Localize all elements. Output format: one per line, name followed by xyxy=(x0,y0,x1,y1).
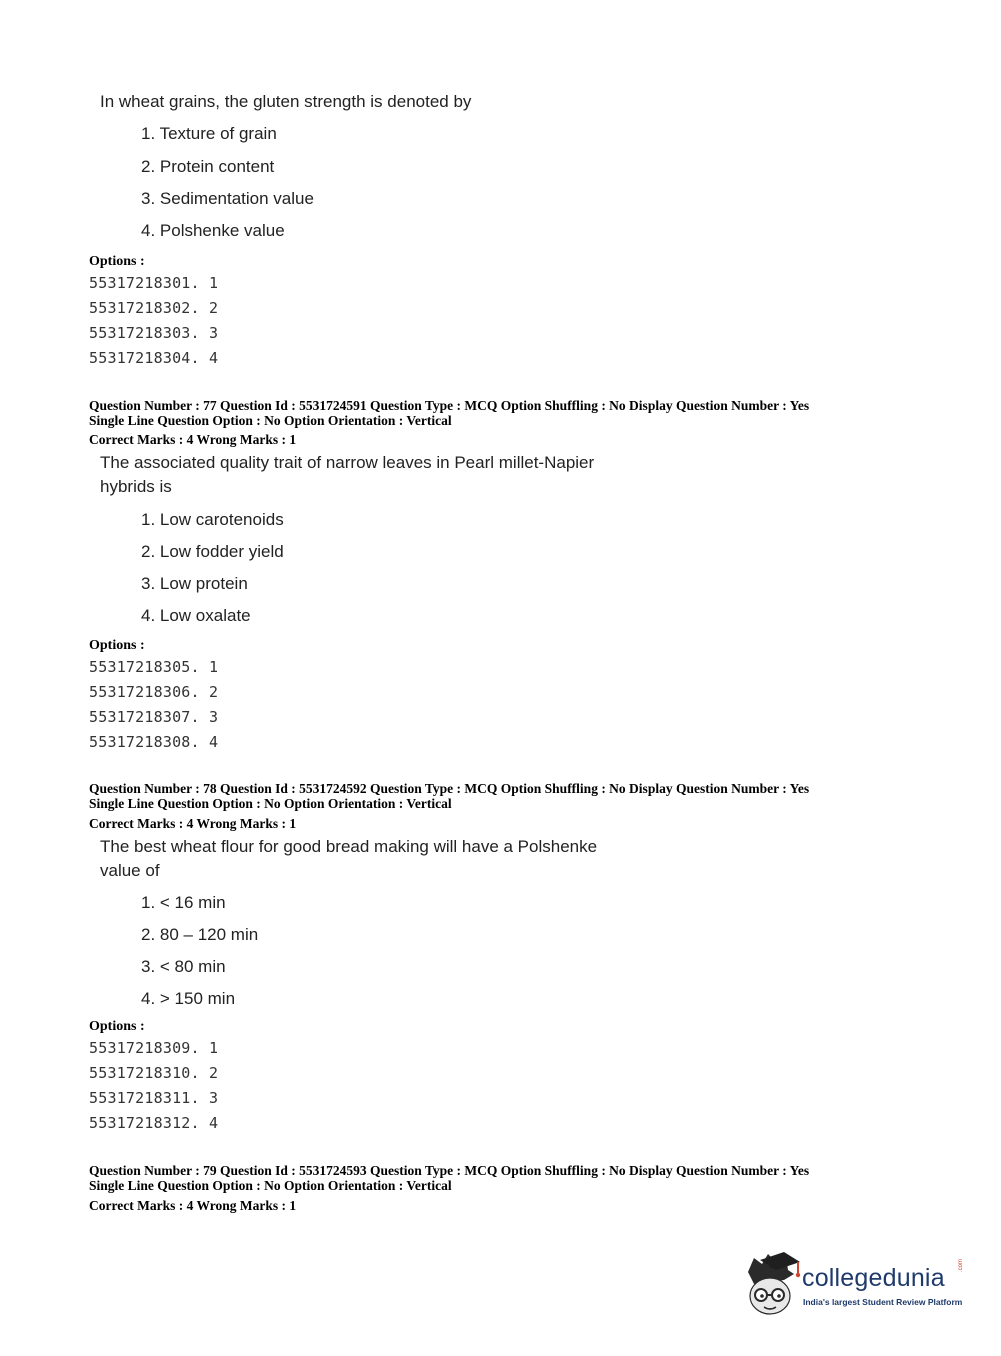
logo-wordmark: collegedunia xyxy=(802,1264,945,1292)
question-77-choice-2: 2. Low fodder yield xyxy=(141,542,284,561)
question-78-option-id-4: 55317218312. 4 xyxy=(89,1114,219,1132)
question-78-option-id-1: 55317218309. 1 xyxy=(89,1039,219,1057)
question-78-options-label: Options : xyxy=(89,1019,145,1034)
mascot-icon xyxy=(740,1250,802,1320)
question-78-meta-line-1: Question Number : 78 Question Id : 5531724592 Question Type : MCQ Option Shuffling : No Display Question Number : Yes xyxy=(89,781,810,796)
question-77-stem-line-2: hybrids is xyxy=(100,477,172,496)
question-77-choice-3: 3. Low protein xyxy=(141,574,248,593)
question-77-meta-line-1: Question Number : 77 Question Id : 5531724591 Question Type : MCQ Option Shuffling : No Display Question Number : Yes xyxy=(89,398,810,413)
question-78-meta-line-2: Single Line Question Option : No Option Orientation : Vertical xyxy=(89,796,452,811)
question-77-choice-1: 1. Low carotenoids xyxy=(141,510,284,529)
logo-dotcom: .com xyxy=(958,1258,964,1272)
question-76-choice-2: 2. Protein content xyxy=(141,157,275,176)
question-77-option-id-2: 55317218306. 2 xyxy=(89,683,219,701)
question-77-marks: Correct Marks : 4 Wrong Marks : 1 xyxy=(89,432,297,447)
question-78-choice-3: 3. < 80 min xyxy=(141,957,226,976)
question-78-marks: Correct Marks : 4 Wrong Marks : 1 xyxy=(89,816,297,831)
question-76-choice-3: 3. Sedimentation value xyxy=(141,189,314,208)
question-78-choice-2: 2. 80 – 120 min xyxy=(141,925,259,944)
question-78-stem-line-2: value of xyxy=(100,861,160,880)
question-76-option-id-1: 55317218301. 1 xyxy=(89,274,219,292)
question-76-options-label: Options : xyxy=(89,254,145,269)
logo-tagline: India's largest Student Review Platform xyxy=(803,1297,963,1307)
question-76-option-id-4: 55317218304. 4 xyxy=(89,349,219,367)
question-78-option-id-3: 55317218311. 3 xyxy=(89,1089,219,1107)
question-77-stem-line-1: The associated quality trait of narrow leaves in Pearl millet-Napier xyxy=(100,453,595,472)
question-77-option-id-1: 55317218305. 1 xyxy=(89,658,219,676)
question-79-marks: Correct Marks : 4 Wrong Marks : 1 xyxy=(89,1198,297,1213)
collegedunia-logo xyxy=(740,1250,970,1320)
question-76-choice-1: 1. Texture of grain xyxy=(141,124,277,143)
question-78-choice-1: 1. < 16 min xyxy=(141,893,226,912)
question-77-options-label: Options : xyxy=(89,638,145,653)
question-77-choice-4: 4. Low oxalate xyxy=(141,606,251,625)
question-79-meta-line-2: Single Line Question Option : No Option Orientation : Vertical xyxy=(89,1178,452,1193)
question-77-meta-line-2: Single Line Question Option : No Option Orientation : Vertical xyxy=(89,413,452,428)
question-78-option-id-2: 55317218310. 2 xyxy=(89,1064,219,1082)
question-76-stem: In wheat grains, the gluten strength is denoted by xyxy=(100,92,472,111)
question-76-option-id-3: 55317218303. 3 xyxy=(89,324,219,342)
question-77-option-id-4: 55317218308. 4 xyxy=(89,733,219,751)
question-78-choice-4: 4. > 150 min xyxy=(141,989,236,1008)
question-76-choice-4: 4. Polshenke value xyxy=(141,221,285,240)
question-78-stem-line-1: The best wheat flour for good bread making will have a Polshenke xyxy=(100,837,598,856)
question-76-option-id-2: 55317218302. 2 xyxy=(89,299,219,317)
question-79-meta-line-1: Question Number : 79 Question Id : 5531724593 Question Type : MCQ Option Shuffling : No Display Question Number : Yes xyxy=(89,1163,810,1178)
question-77-option-id-3: 55317218307. 3 xyxy=(89,708,219,726)
